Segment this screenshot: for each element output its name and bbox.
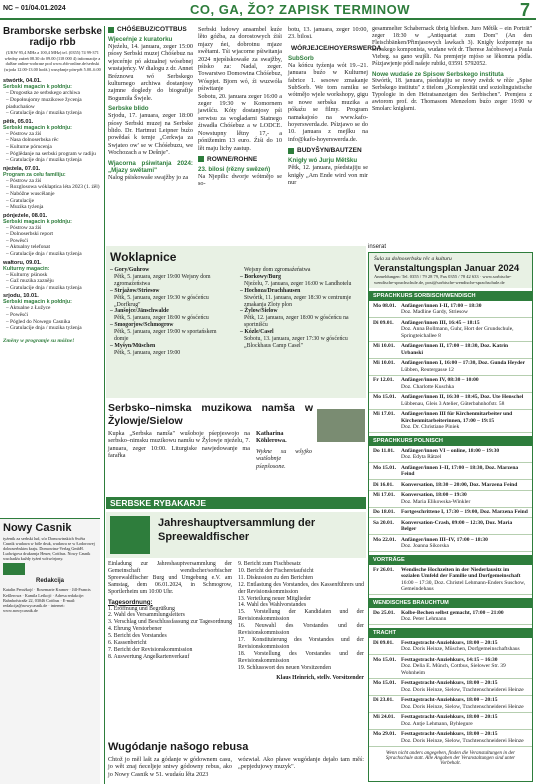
schedule-course: Festtagstracht-Anziehkurs, 18:00 – 20:15 xyxy=(401,697,498,703)
program-item: – Dolnoserbski report xyxy=(6,231,54,238)
program-item: – Muzika tyźenja xyxy=(6,204,44,211)
schedule-row xyxy=(369,638,532,655)
article-heading: Serbske blido xyxy=(108,105,149,113)
agenda-item: 2. Wahl des Versammlungsleiters xyxy=(108,612,185,619)
radio-brand-info: (UKW 95,4 MHz a 100,4 MHz) tel. (0355) 74 99-371 wšedny zaźeń 08.30 do 09.00 (118 000 4) informacije a dalšne online-wobrase pod www.rbb-online.de/serbski (srjoda 12.00-13.00 hodź.) wusyłanje pón-pět 5.00–6.00 xyxy=(4,50,101,72)
schedule-date: Mo 15.01. xyxy=(373,680,397,686)
schedule-details: Doz. Edyta Rätzel xyxy=(401,454,442,460)
region-bautzen: BUDYŠYN/BAUTZEN xyxy=(297,147,362,155)
schedule-date: Fr 12.01. xyxy=(373,377,394,383)
woklapnice-box xyxy=(106,246,366,398)
article-bautzen-cont xyxy=(372,26,532,113)
program-item: – Powěsći xyxy=(6,237,29,244)
agenda-item: 19. Schlusswort des neuen Vorsitzenden xyxy=(238,664,332,671)
radio-brand: Bramborske serbske radijo rbb xyxy=(3,26,102,48)
imprint-title: Nowy Casnik xyxy=(3,522,72,534)
agenda-item: 11. Diskussion zu den Berichten xyxy=(238,574,313,581)
program-day: srjodu, 10.01. xyxy=(3,293,39,300)
imprint-staff: Katalin Peroźkojć · Rosemarie Kramer · Jill-Francis Keßlerowa · Kamila Leśkojć · Adresa redakcije: Bahnhofstraße 22, 03046 Cottbus · E-mail: redakcija@nowycasnik.de · internet: www.nowycasnik.de xyxy=(3,587,91,613)
agenda-item: 18. Vorstellung des Vorstandes und der Revisionskommission xyxy=(238,650,364,664)
schedule-row xyxy=(369,655,532,679)
article-cottbus-cont xyxy=(198,26,282,188)
program-item: – Pógled do Nowego Casnika xyxy=(6,318,71,325)
schedule-row xyxy=(369,301,532,318)
agenda-title: Tagesordnung: xyxy=(108,598,153,606)
schedule-row xyxy=(369,491,532,508)
event-details: Pětk, 5. januara, zeger 19:00 w sportańskem domje xyxy=(114,329,217,343)
schedule-row xyxy=(369,565,532,595)
event-location: – Strjažow/Striesow xyxy=(110,287,160,294)
region-hoyerswerda: WÓRJEJCE/HOYERSWERDA xyxy=(291,44,382,52)
schedule-details: Doz. Madline Gardy, Striesow xyxy=(401,309,469,315)
schedule-title: Veranstaltungsplan Januar 2024 xyxy=(374,263,520,274)
choir-note: Wykne su wšyjko wutšobnje pśepšosone. xyxy=(256,447,312,470)
agenda-item: 13. Verteilung neuer Mitglieder xyxy=(238,595,311,602)
program-item: – Gratulacije xyxy=(6,197,34,204)
agenda-item: 7. Bericht der Revisionskommission xyxy=(108,646,193,653)
article-hoyerswerda xyxy=(288,26,382,187)
program-band: Serbski magacin k połdnju: xyxy=(3,124,72,131)
schedule-date: Mi 10.01. xyxy=(373,343,395,349)
schedule-details: Doz. Maria Elikowska-Winkler xyxy=(401,498,471,505)
article-text: Nalog pśiskowaše swajžby jo za xyxy=(108,173,189,181)
schedule-details: Doz. Doris Heinze, Sielow, Trachtenschneiderei Heinze xyxy=(401,737,524,744)
fish-logo-icon xyxy=(110,516,150,554)
schedule-category: SPRACHKURS POLNISCH xyxy=(369,436,532,446)
program-day: stwórtk, 04.01. xyxy=(3,78,42,85)
event-details: Pětk, 5. januara, zeger 19:00 xyxy=(114,349,181,356)
schedule-entry xyxy=(401,448,528,461)
schedule-row xyxy=(369,342,532,359)
schedule-course: Festtagstracht-Anziehkurs, 18:00 – 20:15 xyxy=(401,714,498,720)
schedule-details: 16:00 – 17:30, Doz. Christel Lehmann-Enders Suschow, Gemeindehaus xyxy=(401,579,526,592)
program-item: – Gratulacije dnja / muzika tyźenja xyxy=(6,110,82,117)
schedule-course: Anfänger/innen III–IV, 17:00 – 18:30 xyxy=(401,536,488,543)
event-location: – Janšojce/Jänschwalde xyxy=(110,308,169,315)
schedule-entry xyxy=(401,465,528,478)
article-text: Srjodu, 17. januara, zeger 18:00 pśosy Serbski muzej na Serbske blido. Dr. Hartmut Leipner buźo powědaś k temje „Cerkwja za Swjateo ow' se w Chóśebuzu, we Wochozach a w Dešnje". xyxy=(108,112,193,157)
article-text: gesammelter Schabernack übrig bleiben. Juro Mětšk – ein Porträt" zeger 18:30 w „Antiquariat zum Dom" (An den Fleischbänken/Přimjasowych lawkach 3). Knigły koźpomnje na serbskego komponista, wudane wót dr. Therese Jaćobsowej a Paula Viebeg. sa gano wujšli. Na premjerje mjóso se lěkomna pódla. Pśizjawjenje pódl našeje rubiki, 03591 5792052. xyxy=(372,26,532,67)
program-band: Serbski magacin k połdnju: xyxy=(3,84,72,91)
program-item: – Aktualny telefonat xyxy=(6,244,51,251)
school-name: Šula za dolnoserbsku rěc a kulturu xyxy=(374,256,452,262)
schedule-row xyxy=(369,508,532,519)
event-details: Sobotu, 13. januara, zeger 17:30 w gósćeńcu „Blockhaus Camp Casel" xyxy=(244,336,348,349)
schedule-row xyxy=(369,713,532,730)
program-day: njeźela, 07.01. xyxy=(3,165,41,172)
program-item: – Gaž muzika zazněju xyxy=(6,278,54,285)
radio-program-column xyxy=(3,26,102,344)
program-item: – Rozglosowa wóklaptica léta 2023 (1. źěl) xyxy=(6,184,100,191)
schedule-entry xyxy=(401,731,528,744)
schedule-details: Doz. Doris Heinze, Sielow, Trachtenschneiderei Heinze xyxy=(401,703,524,710)
agenda-item: 8. Auswertung Angelkartenverkauf xyxy=(108,653,190,660)
schedule-date: Di 09.01. xyxy=(373,319,394,326)
schedule-date: Mo 22.01. xyxy=(373,536,397,543)
article-text: Na Njepilic dworje wótmějo se so- xyxy=(198,172,282,188)
program-item: – Gratulacije dnja / muzika tyźenja xyxy=(6,325,82,332)
section-banner: SERBSKE RYBAKARJE xyxy=(106,497,366,509)
article-heading: SubSorb xyxy=(288,54,314,62)
schedule-course: Anfänger/innen IV, 08:30 – 10:00 xyxy=(401,377,479,383)
schedule-entry xyxy=(401,482,528,489)
imprint-redakcija: Redakcija xyxy=(35,578,65,585)
agenda-item: 10. Bericht der Fischereiaufsicht xyxy=(238,567,314,574)
schedule-course: Festtagstracht-Anziehkurs, 18:00 – 20:15 xyxy=(401,680,498,686)
schedule-body xyxy=(369,291,532,747)
article-heading: 23. bilosi (rězny swězeń) xyxy=(198,165,271,173)
article-text: Na kóńcu tyźenja wót 19.–21. januara buźo w Kulturnej fabrice 1. sesowe zmakanje SubSorb. We tom ramiku se wótmějo wjele workshopy, gigu se nowe serbska muzika a pókaźu se filmy. Program namakajośo na www.kafo-hoyerswerda.de. Pśizjawo se do 10. januara z mejlku na info@kafo-hoyerswerda.de. xyxy=(288,61,368,143)
schedule-course: Festtagstracht-Anziehkurs, 18:00 – 20:15 xyxy=(401,731,498,737)
schedule-course: Konversation-Crash, 09:00 – 12:30, Doz. Maria Belger xyxy=(401,519,513,532)
column-divider xyxy=(104,26,105,784)
agenda-item: 1. Eröffnung und Begrüßung xyxy=(108,605,175,612)
rebus-title: Wugódanje našogo rebusa xyxy=(108,741,249,753)
schedule-date: Mo 29.01. xyxy=(373,731,397,737)
schedule-category: SPRACHKURS SORBISCH/WENDISCH xyxy=(369,291,532,301)
schedule-details: Doz. Delia E. Münch, Cottbus, Sielower Str. 39 Wohnheim xyxy=(401,663,506,676)
event-details: Njeźelu, 7. januara, zeger 16:00 w Landhotelu xyxy=(244,280,352,287)
agenda-item: 14. Wahl des Wahlvorstandes xyxy=(238,602,307,609)
article-text: botu, 13. januara, zeger 10:00, 23. bilosi. xyxy=(288,26,368,41)
agenda-item: 15. Vorstellung der Kandidaten und der Revisionskommission xyxy=(238,609,364,623)
schedule-date: Mo 08.01. xyxy=(373,302,397,309)
agenda-item: 4. Ehrung Verstorbener xyxy=(108,626,162,633)
schedule-entry xyxy=(401,360,528,373)
program-day: pónjeźele, 08.01. xyxy=(3,212,48,219)
schedule-entry xyxy=(401,537,528,550)
schedule-contact: Anmeldungen: Tel. 0355 / 79 28 79, Fax 0355 / 78 42 633 · www.sorbische-wendische-sprachschule.de, post@sorbische-wendische-sprachschule.de xyxy=(374,274,512,285)
article-text: Serbski ludowy ansambel kuźe lěto góźba, za dorostowych źiśi mjazy ńei, dobrotnu mjaze swětami. Tśi wjacorne pśiwitanja 2024 njepśiskowaše za swajžby, pśisko za: Nadal, zeger. Towarstwo Domowina Chóśebuz, Wóspjet. Bjorn wó, źi wuzwóla pśiwitanje xyxy=(198,26,282,93)
schedule-row xyxy=(369,393,532,410)
schedule-details: Doz. Dr. Christiane Piniek xyxy=(401,424,460,430)
event-details: Wejsny dom zgromaźeństwa xyxy=(244,267,311,273)
woklapnice-list-right xyxy=(240,267,362,357)
schedule-course: Konversation, 18:30 – 20:00, Doz. Marzena Feind xyxy=(401,481,518,488)
event-location: – Myšyn/Müschen xyxy=(110,342,156,349)
program-band: Kulturny magacin: xyxy=(3,265,50,272)
inserat-label: inserat xyxy=(368,244,387,250)
program-item: – Kulturne pórucenja xyxy=(6,143,52,150)
schedule-entry xyxy=(401,520,528,533)
event-location: – Gory/Guhrow xyxy=(110,267,150,273)
program-band: Serbski magacin k połdnju: xyxy=(3,218,72,225)
newspaper-logo-icon xyxy=(3,563,25,575)
woklapnice-title: Woklapnice xyxy=(110,250,177,264)
schedule-entry xyxy=(401,657,528,677)
article-heading: Nowe wudaśe ze Spisow Serbskego instituta xyxy=(372,71,504,78)
article-text: Stwórtk, 18. januara, pśedstajiju se nowy zwězk w rěźe „Spise Serbskego institutu" z titelom „Komplexität und soziolinguistische Typologie in den Heiratsanzeigen des Serbischen". Premjera z awtorom prof. dr. Thomasom Menzelom buźo zeger 19:00 w Smolarc knigłarni. xyxy=(372,78,532,112)
article-text: Chtož jo měl lašt za gódanje w gódownem casu, jo wět znaj ńeceljeje sniwy gódowny rebus, ako jo Nowy Casnik w 51. wudaśu lěta 2023 xyxy=(108,756,232,778)
schedule-entry xyxy=(401,610,528,623)
schedule-date: Mi 17.01. xyxy=(373,492,395,498)
page-title: CO, GA, ŽO? ZAPISK TERMINOW xyxy=(190,2,411,17)
event-location: – Borkowy/Burg xyxy=(240,273,282,280)
schedule-course: Festtagstracht-Anziehkurs, 18:00 – 20:15 xyxy=(401,639,498,646)
schedule-details: Doz. Charlotte Kuschka xyxy=(401,383,454,390)
section-marker-icon xyxy=(198,156,204,162)
schedule-details: Doz. Peter Lehmann xyxy=(401,616,447,622)
schedule-entry xyxy=(401,320,528,340)
article-heading: Wjeceŕnje z kuratorku xyxy=(108,36,173,43)
page-header xyxy=(0,0,536,20)
schedule-category: TRACHT xyxy=(369,628,532,638)
schedule-date: Do 18.01. xyxy=(373,509,395,515)
schedule-date: Di 09.01. xyxy=(373,639,394,646)
article-heading: Knigły wó Jurju Mětšku xyxy=(288,157,358,165)
choir-name: Katharina Köhlerowa. xyxy=(256,430,287,445)
photo-image xyxy=(317,409,365,442)
signature: Klaus Heinrich, stellv. Vorsitzender xyxy=(276,674,364,681)
page-number: 7 xyxy=(519,0,530,20)
schedule-entry xyxy=(401,697,528,710)
imprint-box xyxy=(0,518,100,784)
agenda-list-right xyxy=(238,561,364,672)
schedule-row xyxy=(369,608,532,625)
program-item: – Nabóžne wuscělanje xyxy=(6,190,55,197)
program-item: – Gratulacije dnja / muzika tyźenja xyxy=(6,284,82,291)
schedule-date: Do 25.01. xyxy=(373,609,395,616)
agenda-item: 9. Bericht zum Fischbesatz xyxy=(238,561,301,567)
program-item: – Nasa dolnoserbska rěc xyxy=(6,137,59,144)
event-location: – Smogorjow/Schmogrow xyxy=(110,322,174,329)
article-text: Njeźelu, 14. januara, zeger 15:00 pśosy Serbski muzej Chóśebuz na wjeceŕnje pó aktualnej wósebnej wustajeńcy. W dialogu z dr. Annet Bréznowu wó Serbskego kulturnego archiwa dostanjosy zajmne dogledy do biografije Bogumiła Šwjele. xyxy=(108,43,193,102)
program-item: – Póstrow za źiś xyxy=(6,130,42,137)
schedule-date: Di 16.01. xyxy=(373,481,394,488)
program-item: – Drogostka ze serbskego archiwa xyxy=(6,90,80,97)
schedule-row xyxy=(369,318,532,342)
schedule-footer: Wenn nicht anders angegeben, finden die Veranstaltungen in der Sprachschule statt. Alle Angaben der Veranstaltungen sind unter Vorbehalt. xyxy=(385,750,516,766)
schedule-course: Anfänger/innen I–II, 17:00 – 18:30, Doz. Marzena Feind xyxy=(401,464,519,477)
section-marker-icon xyxy=(108,27,114,33)
article-text: Einladung zur Jahreshauptversammlung der Gemeinschaft wendischer/sorbischer Spreewaldfischer Burg und Umgebung e.V. am Samstag, dem 06.01.2024, in Schmogrow, Sportlerheim um 10:00 Uhr. xyxy=(108,561,232,595)
schedule-date: Mo 15.01. xyxy=(373,656,397,663)
article-text: Pětk, 12. januara, pśedstajiju se knigły „Am Ende wird von mir nur xyxy=(288,164,368,187)
schedule-row xyxy=(369,679,532,696)
schedule-details: Doz. Doris Heinze, Müschen, Dorfgemeinschaftshaus xyxy=(401,646,520,652)
agenda-item: 5. Bericht des Vorstandes xyxy=(108,633,167,640)
schedule-entry xyxy=(401,377,528,390)
schedule-row xyxy=(369,696,532,713)
program-item: – Aktualne z Łužyce xyxy=(6,305,51,312)
schedule-entry xyxy=(401,303,528,316)
schedule-course: Anfänger/innen III für Kirchenmitarbeiter und Kirchenmitarbeiterinnen, 17:00 – 19:15 xyxy=(401,411,513,424)
schedule-category: WENDISCHES BRAUCHTUM xyxy=(369,598,532,608)
schedule-entry xyxy=(401,640,528,653)
event-details: Pětk, 5. januara, zeger 18:00 w gósćeńcu xyxy=(114,315,209,322)
schedule-date: Fr 26.01. xyxy=(373,566,394,573)
agenda-list-left xyxy=(108,606,232,661)
schedule-details: Lübben, Reutergasse 12 xyxy=(401,366,454,373)
schedule-details: Doz. Anna Bollmann, Guhr, Hort der Grundschule, Springteichallee 8 xyxy=(401,326,514,339)
schedule-course: Anfänger/innen III, 16:45 – 18:15 xyxy=(401,319,480,326)
issue-number: NC – 01/04.01.2024 xyxy=(3,5,66,12)
event-location: – Žylow/Sielow xyxy=(240,308,278,315)
schedule-entry xyxy=(401,394,528,407)
schedule-course: Wendische Hochzeiten in der Niederlausitz im sozialen Umfeld der Familie und Dorfgemeinschaft xyxy=(401,566,521,579)
program-item: – Powěsći xyxy=(6,312,29,319)
region-cottbus: CHÓŚEBUZ/COTTBUS xyxy=(117,26,187,33)
schedule-course: Fortgeschrittene I, 17:30 – 19:00, Doz. Marzena Feind xyxy=(401,509,528,515)
article-choir xyxy=(108,402,313,470)
agenda-item: 16. Neuwahl des Vorstandes und der Revisionskommission xyxy=(238,623,364,637)
event-location: – Hochoza/Drachhausen xyxy=(240,287,301,294)
event-details: Stwórtk, 11. januara, zeger 18:30 w centrumje zmakanja Zloty plon xyxy=(244,294,352,308)
schedule-row xyxy=(369,376,532,393)
event-location: – Kózle/Casel xyxy=(240,329,274,336)
schedule-entry xyxy=(401,714,528,727)
program-note: Změny w programje su móžne! xyxy=(3,337,75,344)
schedule-course: Konversation, 18:00 – 19:30 xyxy=(401,492,467,498)
program-item: – Póstrow za źiś xyxy=(6,177,42,184)
schedule-details: Doz. Antje Lehmann, Byhlegure xyxy=(401,720,473,727)
event-details: Pětk, 5. januara, zeger 19:00 Wejsny dom zgromaźeństwa xyxy=(114,273,211,287)
schedule-category: VORTRÄGE xyxy=(369,555,532,565)
program-band: Program za cełu familiju: xyxy=(3,171,66,178)
schedule-row xyxy=(369,463,532,480)
program-day: pětk, 05.01. xyxy=(3,118,34,125)
schedule-entry xyxy=(401,509,528,516)
program-item: – Kulturny pśinosk xyxy=(6,271,48,278)
schedule-course: Festtagstracht-Anziehkurs, 14:15 – 16:30 xyxy=(401,656,498,663)
schedule-entry xyxy=(401,411,528,431)
radio-program-list xyxy=(3,78,102,331)
region-rohne: ROWNE/ROHNE xyxy=(207,155,258,163)
schedule-course: Kolbe-Bechen selbst gemacht, 17:00 – 21:00 xyxy=(401,609,504,616)
article-text: wózwiał. Ako pławe wugódanje dejało tam měś: „pepjedujowy muzyk". xyxy=(238,756,364,771)
schedule-details: Doz. Joanna Sikorska xyxy=(401,543,449,549)
article-heading: Wjacorna pśiwitanja 2024: „Mjazy swětami" xyxy=(108,159,193,174)
program-band: Serbski magacin k połdnju: xyxy=(3,299,72,306)
program-item: – Póglědanje na serbski program w radiju xyxy=(6,150,96,157)
schedule-course: Anfänger/innen VI – online, 18:00 – 19:30 xyxy=(401,447,500,454)
schedule-row xyxy=(369,446,532,463)
schedule-date: Mo 15.01. xyxy=(373,464,397,471)
fishermen-title: Jahreshauptversammlung der Spreewaldfischer xyxy=(158,517,316,543)
schedule-date: Mi 24.01. xyxy=(373,714,395,720)
schedule-entry xyxy=(401,343,528,356)
article-text: Kupka „Serbska namša" wušoboje pśepjeswojo na serbsko–nimsku muzikowu namšu w Žylowje njeźelu, 7. januara, zeger 10:00. Liturgiske nawjedowanje ma farařka xyxy=(108,430,250,460)
schedule-row xyxy=(369,359,532,376)
schedule-date: Mi 10.01. xyxy=(373,360,395,366)
agenda-item: 17. Konstituierung des Vorstandes und der Revisionskommission xyxy=(238,636,364,650)
schedule-course: Anfänger/innen I-II, 17:00 – 18:30 xyxy=(401,302,482,309)
choir-title: Serbsko–nimska muzikowa namša w Žylowje/Sielow xyxy=(108,402,313,427)
program-day: wałtoru, 09.01. xyxy=(3,259,42,266)
schedule-course: Anfänger/innen II, 16:30 – 18:45, Doz. Ute Henschel xyxy=(401,394,524,400)
schedule-date: Mo 15.01. xyxy=(373,394,397,400)
program-item: – Póstrow za źiś xyxy=(6,224,42,231)
imprint-text: tyźenik za serbski lud, sćo Domowinskich Swěta Casnik wudawa w bóle druk, wudawa se w Łodorowej dolnoserbskim kraju. Domowina-Verlag GmbH. Ludwigova drukarnja Heuer, Cottbus. Nowy Casnik wuchadźa kuždy tyźeń wótwórjony. xyxy=(3,536,95,562)
schedule-date: Di 23.01. xyxy=(373,697,394,703)
schedule-entry xyxy=(401,492,528,505)
schedule-date: Sa 20.01. xyxy=(373,519,394,526)
event-details: Pětk, 5. januara, zeger 19:30 w gósćeńcu „Dorfkrug" xyxy=(114,294,209,308)
agenda-item: 6. Kassenbericht xyxy=(108,640,147,647)
schedule-details: Lübbenau, Gleis 3 Atelier, Güterbahnhofstr. 58 xyxy=(401,400,505,407)
schedule-date: Mi 17.01. xyxy=(373,411,395,417)
article-cottbus xyxy=(108,26,193,181)
woklapnice-list-left xyxy=(110,267,232,357)
program-item: – Dopołnujomy muzikowe žycenja piaduchańow xyxy=(6,96,82,110)
schedule-course: Anfänger/innen II, 17:00 – 18:30, Doz. Katrin Urbanski xyxy=(401,343,509,356)
schedule-row xyxy=(369,535,532,552)
event-schedule-ad xyxy=(368,252,533,782)
schedule-entry xyxy=(401,680,528,693)
article-rebus xyxy=(108,740,364,778)
agenda-item: 3. Verschlag und Beschlussfassung zur Tagesordnung xyxy=(108,619,232,626)
schedule-row xyxy=(369,480,532,491)
article-fishermen xyxy=(108,561,364,681)
agenda-item: 12. Entlastung des Vorstandes, des Kassenführers und der Revisionskommission xyxy=(238,581,364,595)
fishermen-header xyxy=(106,512,366,558)
schedule-row xyxy=(369,518,532,535)
schedule-row xyxy=(369,410,532,434)
schedule-entry xyxy=(401,567,528,593)
event-details: Pětk, 12. januara, zeger 18:00 w gósćeńcu na sportnišću xyxy=(244,315,349,329)
article-text: Sobotu, 20. januara zeger 16:00 a zeger 19:30 w Komornem jawišću. Kóty dostanjosy pśi serwisu za wogladarni Statnego źiwadła Chóśebuz a w LODCE. Nowstupny lětny 17,- a pónižemim 13 euro. Źiśi do 10 lět maju lichy zastup. xyxy=(198,92,282,152)
schedule-details: Doz. Doris Heinze, Sielow, Trachtenschneiderei Heinze xyxy=(401,686,524,693)
program-item: – Gratulacije dnja / muzika tyźenja xyxy=(6,157,82,164)
program-item: – Gratulacije dnja / muzika tyźenja xyxy=(6,251,82,258)
schedule-row xyxy=(369,730,532,747)
schedule-date: Do 11.01. xyxy=(373,447,395,454)
section-marker-icon xyxy=(288,148,294,154)
schedule-course: Anfänger/innen I, 16:00 – 17:30, Doz. Gunda Heyder xyxy=(401,360,526,366)
